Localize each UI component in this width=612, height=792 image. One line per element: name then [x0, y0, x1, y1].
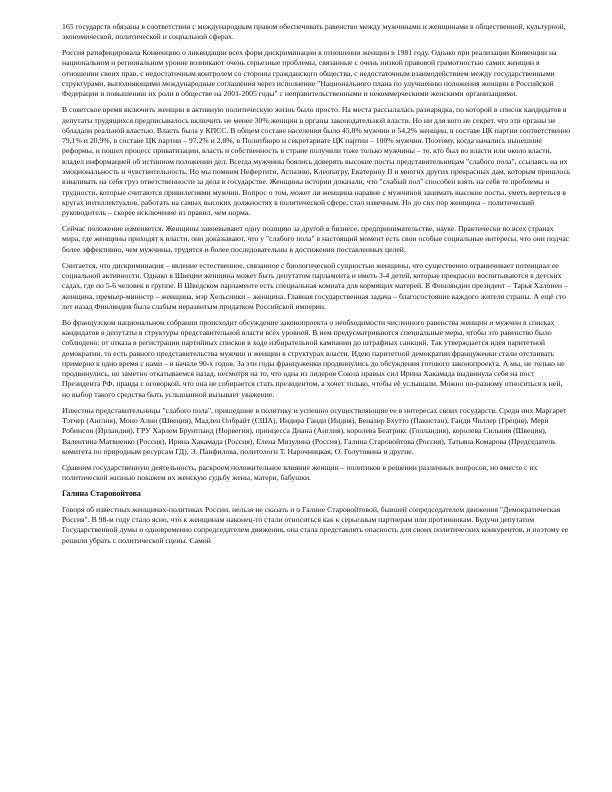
paragraph-french-parity: Во французском национальном собрании происходит обсуждение законопроекта о необходимости численного равенства женщин и мужчин в списках кандидатов в депутаты в структуры представительной власти всех уровней. В нем предусматриваются специальные меры, чтобы это равенство было соблюдено: от отказа в регистрации партийных списков в ходе избирательной кампании до штрафных санкций. Так утверждается идея паритетной демократии, то есть равного представительства мужчин и женщин в структурах власти. Идею паритетной демократии француженки стали отстаивать примерно в одно время с нами – в начале 90-х годов. За эти годы француженки продвинулись до обсуждения готового законопроекта. А мы, не только не продвинулись, но заметно откатываемся назад, несмотря на то, что одна из лидеров Союза правых сил Ирина Хакамада выдвинула себя на пост Президента РФ, правда с оговоркой, что она не собирается стать президентом, а хочет только, чтобы её услышали. Можно по-разному относиться к ней, но выбор такого средства быть услышанной вызывает уважение.: [62, 317, 565, 399]
paragraph-changing-situation: Сейчас положение изменяется. Женщины завоевывают одну позицию за другой в бизнесе, предпринимательстве, науке. Практически во всех странах мира, где женщины приходят к власти, они доказывают, что у "слабого пола" в настоящий момент есть свои особые социальные интересы, что они подчас более эффективно, чем мужчины, трудятся и более последовательны в достижении поставленных целей.: [62, 224, 570, 254]
paragraph-discrimination-sweden-finland: Считается, что дискриминация – явление естественное, связанное с биологической сущностью женщины, что существенно ограничивает потенциал ее социальной активности. Однако в Швеции женщина может быть депутатом парламента и иметь 3-4 детей, которые прекрасно воспитываются в детских садах, где по 5-6 человек в группе. В Шведском парламенте есть специальная комната для кормящих матерей. В Финляндии президент – Тарья Халонен – женщина, премьер-министр – женщина, мэр Хельсинки – женщина. Главная государственная задача – благосостояние каждого жителя страны. А ещё сто лет назад Финляндия была слабым неразвитым придатком Российской империи.: [62, 260, 568, 311]
paragraph-convention-ratification: Россия ратифицировала Конвенцию о ликвидации всех форм дискриминации в отношении женщин в 1981 году. Однако при реализации Конвенции на национальном и региональном уровне возникают очень серьезные проблемы, связанные с очень низкой правовой грамотностью самих женщин в отношении своих прав, с недостаточным контролем со стороны гражданского общества, с недостаточным взаимодействием между государственными структурами, выполняющими международные соглашения через исполнение "Национального плана по улучшению положения женщин в Российской Федерации и повышению их роли в обществе на 2001-2005 годы" с неправительственными и некоммерческими женскими организациями.: [62, 48, 557, 99]
paragraph-famous-women-politicians: Известны представительницы "слабого пола", пришедшие в политику и успешно осуществляющие ее в интересах своих государств. Среди них Маргарет Тэтчер (Англия), Моно Алин (Швеция), Мадлен Олбрайт (США), Индира Ганди (Индия), Беназир Бхутто (Пакистан), Ганди Чиллер (Греция), Мери Робинсон (Ирландия), ГРУ Харлем Брунтланд (Норвегия), принцесса Диана (Англия), королева Беатрикс (Голландия), королева Сильвия (Швеция), Валентина Матвиенко (Россия), Ирина Хакамада (Россия), Елена Мизулина (Россия), Галина Старовойтова (Россия), Татьяна Комарова (Председатель комитета по природным ресурсам ГД), Э. Панфилова, политологи Т. Нарочницкая, О. Голутовина и другие.: [62, 405, 567, 456]
paragraph-equality-obligations: 165 государств обязаны в соответствии с международным правом обеспечивать равенство между мужчинами и женщинами в общественной, культурной, экономической, политической и социальной сферах.: [62, 22, 566, 42]
paragraph-comparison: Сравним государственную деятельность, раскроем положительное влияние женщин – политиков в решении различных вопросов, но вместе с их политической жизнью покажем их женскую судьбу жены, матери, бабушки.: [62, 462, 538, 483]
section-heading: Галина Старовойтова: [62, 488, 141, 498]
paragraph-soviet-era: В советское время включить женщин в активную политическую жизнь было просто. На места рассылалась разнарядка, по которой в список кандидатов в депутаты трудящихся предписывалось включить не менее 30% женщин в органы законодательной власти. Но ни для кого не секрет, что эти органы не обладали реальной властью. Власть была у КПСС. В общем составе населения было 45,8% мужчин и 54,2% женщин, в составе ЦК партии соответственно 79,1% и 20,9%, в составе ЦК партии – 97,2% и 2,8%, в Политбюро и секретариате ЦК партии – 100% мужчин. Поэтому, когда начались нынешние реформы, и пошел процесс приватизации, власть и собственность в стране получили тоже только мужчины – те, кто был во власти или около власти, владел информацией об истинном положении дел. Всегда мужчины боялись доверять высокие посты представительницам "слабого пола", ссылаясь на их эмоциональность и чувствительность. Но мы помним Нефертити, Аспазию, Клеопатру, Екатерину II и многих других прекрасных дам, которым пришлось взваливать на себя груз ответственности за дела в государстве. Женщины истории доказали, что "слабый пол" способен взять на себя те проблемы и трудности, которые считаются привилегиями мужчин. Вопрос о том, может ли женщина наравне с мужчиной занимать высокие посты, уметь вертеться в кругах интеллектуалов, работать на самых высоких должностях в политической сфере, стал извечным. Но до сих пор женщина – политический руководитель – скорее исключение из правил, чем норма.: [62, 105, 571, 218]
paragraph-starovoitova: Говоря об известных женщинах-политиках России, нельзя не сказать и о Галине Старовойтовой, бывшей сопредседателем движения "Демократическая Россия". В 98-м году стало ясно, что к женщинам наконец-то стали относиться как к серьезным партнерам или противникам. Будучи депутатом Государственной думы и одновременно сопредседателем движения, она стала представлять опасность для своих политических конкурентов, и поэтому ее решили убрать с политической сцены. Самой: [62, 504, 569, 545]
